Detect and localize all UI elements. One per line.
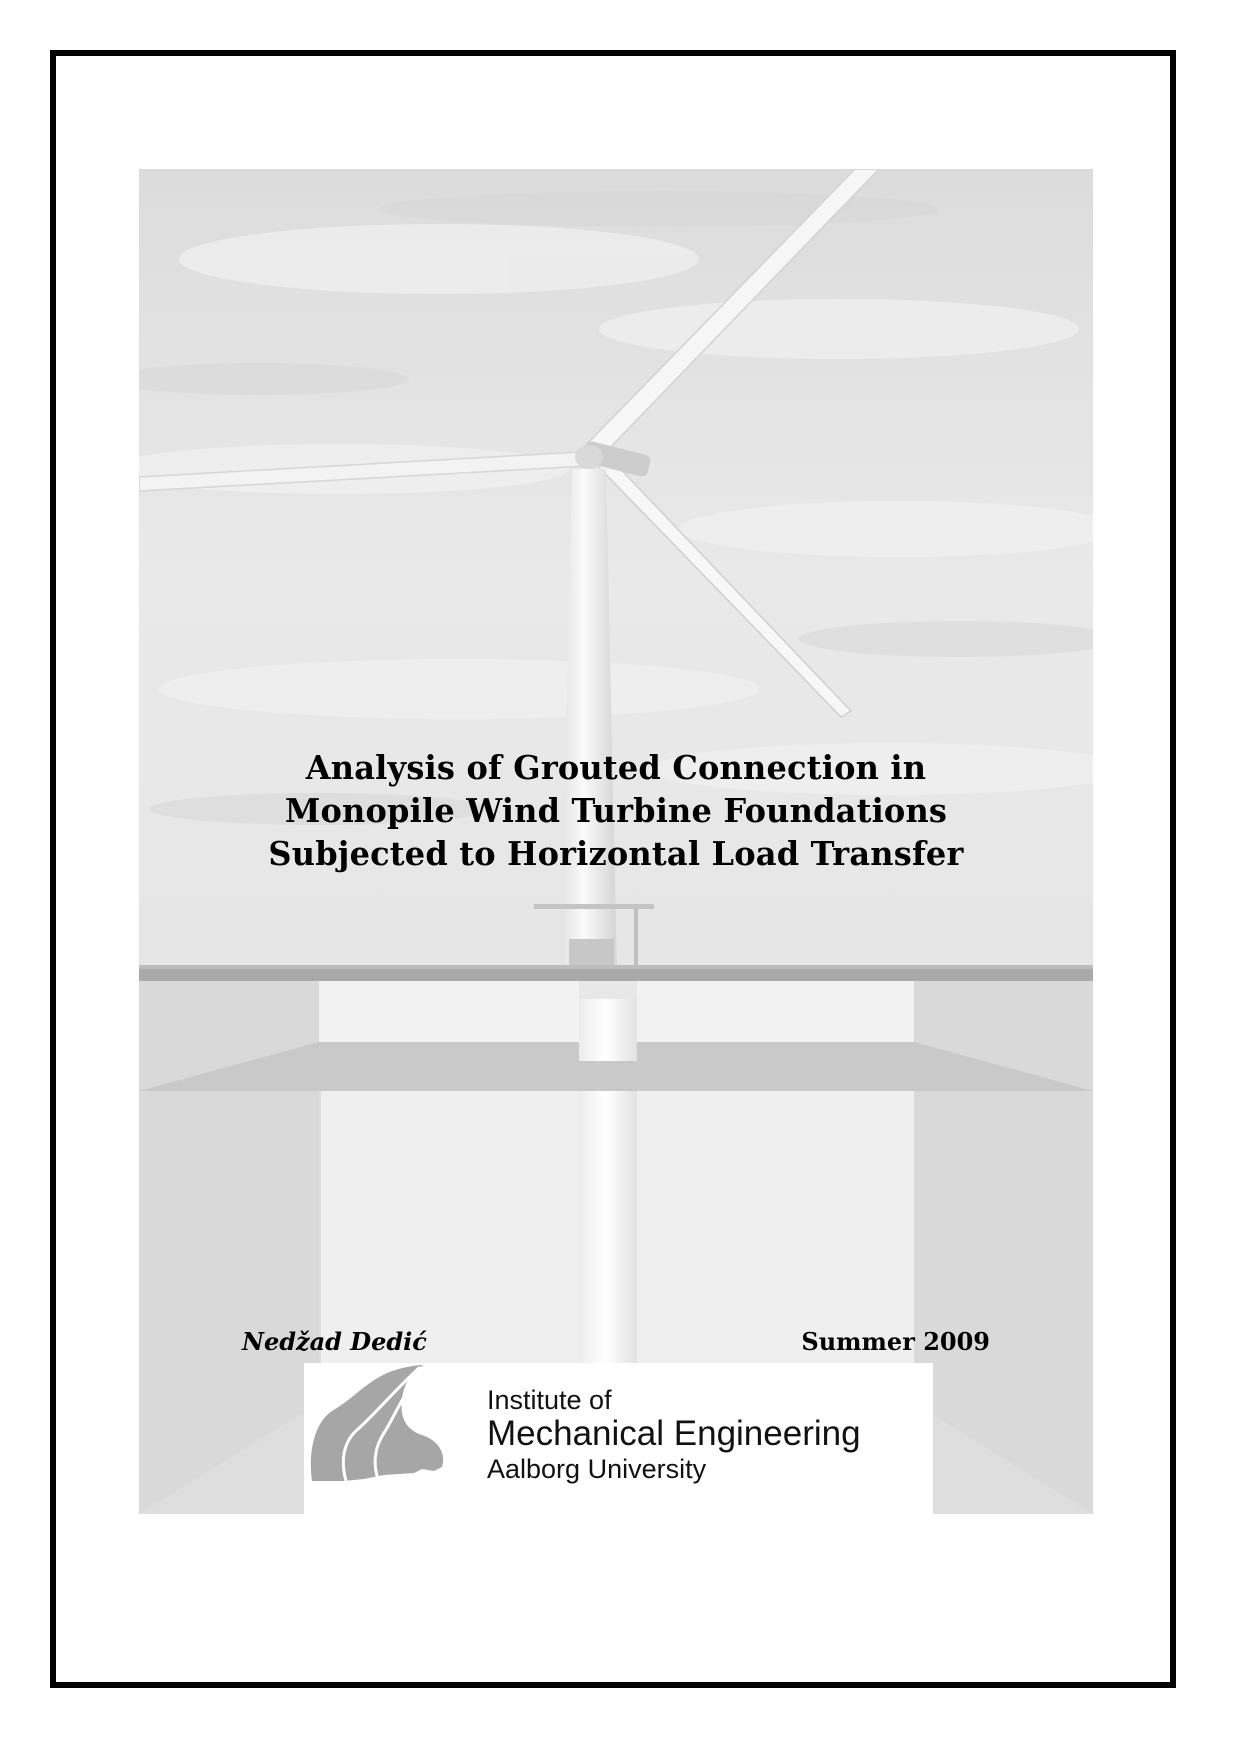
- institution-logo-block: [304, 1363, 933, 1514]
- publication-date: Summer 2009: [801, 1327, 990, 1356]
- title-line-1: Analysis of Grouted Connection in: [305, 748, 927, 787]
- aalborg-university-wave-logo-icon: [304, 1363, 454, 1483]
- institution-line-3: Aalborg University: [487, 1454, 707, 1484]
- cover-image: [139, 169, 1093, 1514]
- author-name: Nedžad Dedić: [242, 1327, 427, 1356]
- title-line-3: Subjected to Horizontal Load Transfer: [268, 834, 964, 873]
- institution-line-2: Mechanical Engineering: [487, 1414, 861, 1453]
- title-line-2: Monopile Wind Turbine Foundations: [284, 791, 948, 830]
- institution-line-1: Institute of: [487, 1385, 612, 1415]
- document-title: [153, 746, 1078, 875]
- institution-name: [487, 1385, 861, 1485]
